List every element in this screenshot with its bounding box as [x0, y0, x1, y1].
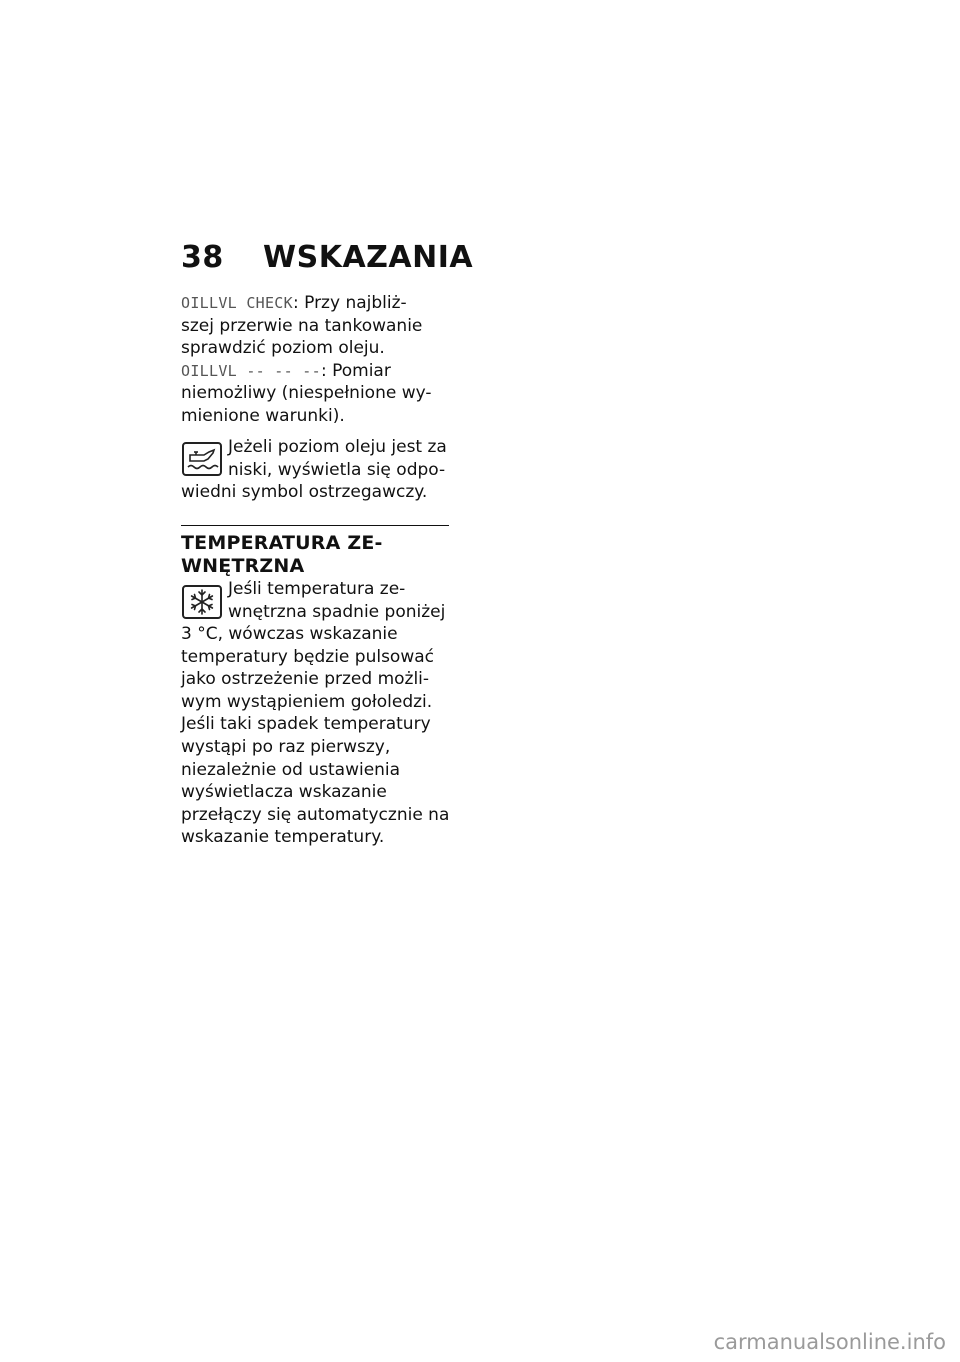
temp-line-6: wym wystąpieniem gołoledzi.	[181, 691, 433, 712]
oil-line-3: sprawdzić poziom oleju.	[181, 338, 385, 359]
temp-line-9: niezależnie od ustawienia	[181, 759, 401, 780]
section-divider	[181, 525, 449, 526]
temp-line-2: wnętrzna spadnie poniżej	[228, 601, 446, 622]
temperature-heading: TEMPERATURA ZE- WNĘTRZNA	[181, 532, 383, 577]
oil-warning-text-cont	[181, 481, 451, 504]
oil-warning-line-1: Jeżeli poziom oleju jest za	[228, 437, 447, 457]
oil-line-4: OILLVL -- -- --: Pomiar	[181, 360, 391, 381]
oil-warning-line-3: wiedni symbol ostrzegawczy.	[181, 482, 428, 502]
oil-can-icon	[182, 442, 222, 476]
oil-line-6: mienione warunki).	[181, 405, 345, 426]
oil-warning-text	[228, 436, 453, 481]
watermark: carmanualsonline.info	[713, 1330, 946, 1354]
temp-line-11: przełączy się automatycznie na	[181, 804, 450, 825]
page-number: 38	[181, 240, 224, 275]
temp-line-4: temperatury będzie pulsować	[181, 646, 434, 667]
oil-line-5: niemożliwy (niespełnione wy-	[181, 383, 432, 404]
snowflake-icon	[182, 585, 222, 619]
oil-line-1: OILLVL CHECK: Przy najbliż-	[181, 293, 407, 313]
temp-line-7: Jeśli taki spadek temperatury	[181, 714, 431, 735]
oil-level-text	[181, 292, 451, 428]
oil-code-dashes: OILLVL -- -- --	[181, 361, 321, 380]
temp-line-3: 3 °C, wówczas wskazanie	[181, 624, 398, 644]
temperature-text	[181, 623, 451, 849]
page-header	[181, 240, 473, 275]
temp-line-1: Jeśli temperatura ze-	[228, 579, 406, 599]
oil-warning-line-2: niski, wyświetla się odpo-	[228, 459, 446, 480]
section-title: WSKAZANIA	[263, 240, 474, 275]
oil-line-2: szej przerwie na tankowanie	[181, 315, 423, 336]
temp-line-5: jako ostrzeżenie przed możli-	[181, 669, 430, 690]
temperature-text-top	[228, 578, 453, 623]
oil-code-check: OILLVL CHECK	[181, 294, 293, 312]
temp-line-8: wystąpi po raz pierwszy,	[181, 736, 391, 757]
temp-line-10: wyświetlacza wskazanie	[181, 782, 387, 803]
temp-line-12: wskazanie temperatury.	[181, 827, 385, 848]
